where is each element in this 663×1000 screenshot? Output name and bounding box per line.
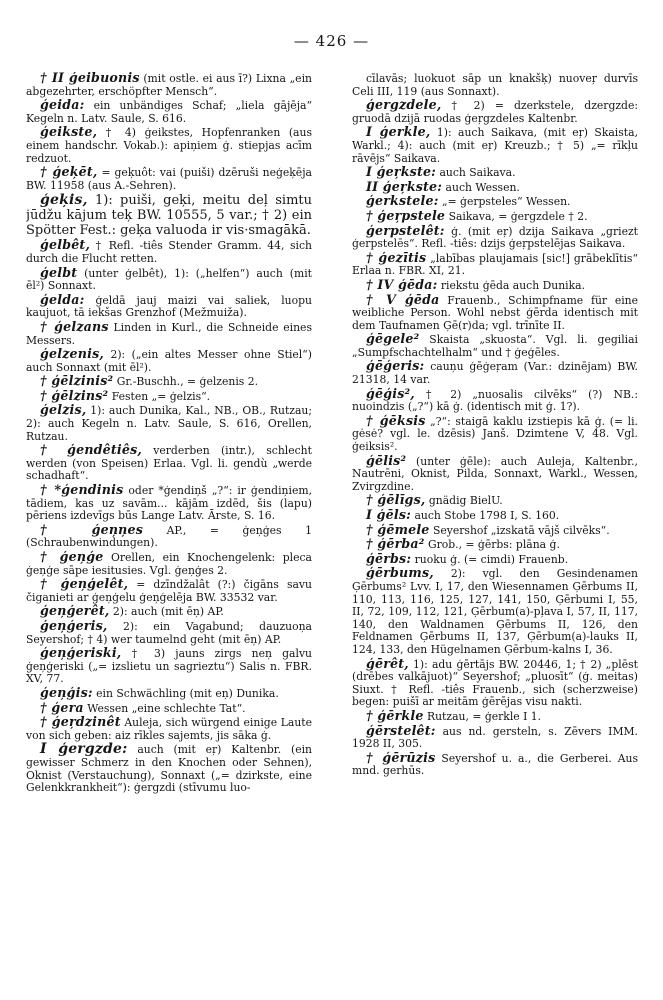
- entry-headword: ģerkstele:: [366, 193, 439, 209]
- dictionary-entry: [26, 126, 312, 165]
- entry-text: † 2) = dzerkstele, dzergzde: gruodā dzijā ruodas ģeŗgzdeles Kaltenbr.: [352, 99, 638, 125]
- entry-text: = geķuôt: vai (puiši) dzēruši neģeķēja BW. 11958 (aus A.-Sehren).: [26, 166, 312, 192]
- right-column: [352, 72, 638, 992]
- entry-headword: † ģeŗpstele: [366, 207, 446, 223]
- entry-text: Orellen, ein Knochengelenk: pleca ģeņģe sāpe iesitusies. Vgl. ģeņģes 2.: [26, 551, 312, 577]
- entry-headword: I ģergzde:: [40, 741, 128, 758]
- entry-headword: † ģendêtiês,: [40, 442, 142, 458]
- entry-headword: ģeņģeris,: [40, 617, 108, 633]
- entry-text: † 4) ģeikstes, Hopfenranken (aus einem handschr. Vokab.): apiņiem ģ. stiepjas acīm redzuot.: [26, 126, 312, 165]
- dictionary-entry: [26, 647, 312, 686]
- dictionary-entry: [352, 722, 638, 751]
- entry-headword: ģērbums,: [366, 565, 434, 581]
- entry-headword: † V ģēda: [366, 291, 440, 307]
- entry-headword: ģeikste,: [40, 124, 98, 140]
- entry-headword: II ģeŗkste:: [366, 178, 443, 194]
- dictionary-entry: [352, 333, 638, 359]
- entry-text: (unter ģēle): auch Auleja, Kaltenbr., Nautrēni, Oknist, Pilda, Sonnaxt, Warkl., Wessen, Zvirgzdine.: [352, 454, 638, 493]
- entry-headword: † ģelzans: [40, 318, 109, 334]
- entry-headword: † II ģeibuonis: [40, 72, 140, 85]
- dictionary-entry: [26, 699, 312, 716]
- entry-text: Seyershof u. a., die Gerberei. Aus mnd. gerhūs.: [352, 751, 638, 778]
- dictionary-entry: [352, 249, 638, 278]
- dictionary-entry: [352, 291, 638, 333]
- entry-headword: ģerpstelêt:: [366, 222, 445, 238]
- entry-text: ruoku ģ. (= cimdi) Frauenb.: [411, 552, 569, 566]
- entry-text: Skaista „skuosta“. Vgl. li. gegiliai „Sumpfschachtelhalm“ und † ģeģēles.: [352, 333, 638, 359]
- entry-headword: ģelzenis,: [40, 346, 104, 362]
- entry-text: 2): („ein altes Messer ohne Stiel“) auch Sonnaxt (mit ēl²).: [26, 348, 312, 374]
- dictionary-entry: [26, 318, 312, 347]
- dictionary-entry: [26, 348, 312, 374]
- entry-text: 2): auch (mit ēņ) AP.: [109, 605, 224, 619]
- entry-text: ģeldā jauj maizi vai saliek, luopu kaujuot, tā iekšas Grenzhof (Mežmuiža).: [26, 293, 312, 320]
- dictionary-entry: [26, 99, 312, 125]
- entry-headword: ģelbêt,: [40, 237, 91, 253]
- entry-text: 2): vgl. den Gesindenamen Ģērbums² Lvv. I, 17, den Wiesennamen Ģērbums II, 110, 113, 116, 125, 127, 141, 150, Ģērbumi I, 55, II, 72, 109, 112, 121, Ģērbum(a)-pļava I, 57, II, 117, 140, den Waldnamen Ģērbums II, 126, den Feldnamen Ģērbums II, 137, Ģērbum(a)-lauks II, 124, 133, den Hügelnamen Ģērbum-kalns I, 36.: [352, 567, 638, 656]
- entry-headword: ģērbs:: [366, 550, 412, 566]
- dictionary-entry: [352, 550, 638, 567]
- entry-headword: ģērêt,: [366, 655, 409, 671]
- dictionary-entry: [26, 578, 312, 604]
- dictionary-entry: [352, 178, 638, 195]
- entry-text: riekstu ģēda auch Dunika.: [437, 278, 586, 292]
- entry-headword: † ģērūzis: [366, 749, 436, 765]
- entry-text: ģ. (mit eŗ) dzija Saikava „griezt ģerpstelēs“. Refl. -tiês: dzijs ģeŗpstelējas Saikava.: [352, 224, 638, 251]
- entry-text: auch (mit eŗ) Kaltenbr. (ein gewisser Schmerz in den Knochen oder Sehnen), Oknist (Verstauchung), Sonnaxt („= dzirkste, eine Gelenkkrankheit“): ģergzdi (stīvumu luo-: [26, 743, 312, 795]
- dictionary-entry: [26, 72, 312, 98]
- dictionary-entry: [352, 509, 638, 523]
- entry-headword: † ģeŗdzinêt: [40, 714, 121, 730]
- entry-headword: † ģeņņes: [40, 521, 144, 537]
- dictionary-entry: [26, 743, 312, 794]
- entry-headword: † ģeņģelêt,: [40, 576, 129, 592]
- entry-text: oder *ģendiņš „?“: ir ģendiņiem, tādiem, kas uz savām... kājām izdēd, šis (lapu) pēriens izdevīgs būs Lange Latv. Ārste, S. 16.: [26, 484, 312, 523]
- dictionary-entry: [352, 195, 638, 209]
- entry-text: Wessen „eine schlechte Tat“.: [83, 701, 246, 715]
- entry-headword: I ģerkle,: [366, 124, 431, 140]
- entry-text: cīlavās; luokuot sāp un knakšķ) nuoveŗ durvīs Celi III, 119 (aus Sonnaxt).: [352, 72, 638, 98]
- left-column: [26, 72, 312, 992]
- dictionary-entry: [352, 360, 638, 386]
- dictionary-entry: [352, 655, 638, 709]
- entry-headword: † ģeķēt,: [40, 164, 98, 180]
- entry-text: Rutzau, = ģerkle I 1.: [423, 709, 542, 723]
- entry-headword: ģergzdele,: [366, 97, 442, 113]
- dictionary-entry: [352, 222, 638, 251]
- entry-text: aus nd. gersteln, s. Zēvers IMM. 1928 II, 305.: [352, 724, 638, 751]
- entry-headword: † IV ģēda:: [366, 276, 438, 292]
- entry-text: auch Stobe 1798 I, S. 160.: [411, 509, 560, 522]
- dictionary-entry: [26, 239, 312, 265]
- dictionary-entry: [352, 538, 638, 552]
- dictionary-entry: [26, 193, 312, 238]
- entry-headword: I ģeŗkste:: [366, 164, 437, 180]
- dictionary-entry: [26, 684, 312, 701]
- entry-headword: † ģezītis: [366, 249, 427, 265]
- entry-text: Festen „= ģelzis“.: [108, 389, 211, 403]
- dictionary-entry: [352, 166, 638, 180]
- dictionary-entry: [26, 375, 312, 389]
- dictionary-entry: [26, 716, 312, 742]
- entry-text: Auleja, sich würgend einige Laute von sich geben: aiz rīkles sajemts, jis sāka ģ.: [26, 716, 312, 742]
- entry-text: ein unbändiges Schaf; „liela gājēja“ Kegeln n. Latv. Saule, S. 616.: [26, 99, 312, 125]
- entry-headword: † ģēlīgs,: [366, 492, 426, 508]
- entry-headword: ģēlis²: [366, 452, 407, 468]
- entry-headword: ģērstelêt:: [366, 722, 436, 738]
- dictionary-entry: [26, 264, 312, 293]
- dictionary-entry: [26, 387, 312, 404]
- entry-headword: ģēgele²: [366, 331, 420, 347]
- entry-headword: ģeida:: [40, 97, 85, 113]
- entry-text: 1): adu ģērtājs BW. 20446, 1; † 2) „plēst (drēbes valkājuot)“ Seyershof; „pluosīt“ (ģ. meitas) Siuxt. † Refl. -tiês Frauenb., sich (scherzweise) begen: puišī ar meitām ģērējas visu nakti.: [352, 657, 638, 709]
- dictionary-entry: [352, 385, 638, 414]
- dictionary-entry: [352, 521, 638, 538]
- dictionary-entry: [352, 412, 638, 454]
- entry-headword: † ģēlzins²: [40, 387, 109, 403]
- entry-text: AP., = ģeņģes 1 (Schraubenwindungen).: [26, 523, 312, 550]
- entry-text: verderben (intr.), schlecht werden (von Speisen) Erlaa. Vgl. li. gendù „werde schadhaft“.: [26, 444, 312, 483]
- entry-headword: † ģērkle: [366, 707, 424, 723]
- entry-headword: ģeņģeriski,: [40, 645, 122, 661]
- entry-headword: ģeķis,: [40, 192, 88, 209]
- entry-headword: † ģeņģe: [40, 549, 104, 564]
- dictionary-entry: [352, 707, 638, 724]
- entry-text: 1): auch Saikava, (mit eŗ) Skaista, Warkl.; 4): auch (mit eŗ) Kreuzb.; † 5) „= rīkļu rāvējs“ Saikava.: [352, 126, 638, 165]
- dictionary-entry: [26, 551, 312, 577]
- entry-text: Gr.-Buschh., = ģelzenis 2.: [113, 375, 259, 389]
- dictionary-entry: [352, 72, 638, 98]
- entry-text: Linden in Kurl., die Schneide eines Messers.: [26, 320, 312, 347]
- dictionary-entry: [352, 567, 638, 656]
- dictionary-entry: [26, 291, 312, 320]
- entry-text: Saikava, = ģergzdele † 2.: [445, 209, 588, 223]
- entry-headword: † ģēmele: [366, 521, 430, 537]
- entry-text: gnädig BielU.: [425, 494, 503, 508]
- dictionary-entry: [352, 207, 638, 224]
- dictionary-entry: [26, 605, 312, 619]
- entry-text: ein Schwächling (mit eņ) Dunika.: [92, 686, 279, 700]
- dictionary-entry: [26, 617, 312, 646]
- entry-text: (mit ostle. ei aus ī?) Lixna „ein abgezehrter, erschöpfter Mensch“.: [26, 72, 312, 98]
- entry-text: auch Wessen.: [442, 180, 520, 194]
- entry-text: Seyershof „izskatā vājš cilvēks“.: [429, 523, 610, 537]
- entry-headword: † ģērba²: [366, 536, 425, 552]
- dictionary-entry: [352, 276, 638, 293]
- entry-text: (unter ģelbêt), 1): („helfen“) auch (mit ēl²) Sonnaxt.: [26, 266, 312, 293]
- entry-headword: † ģēlzinis²: [40, 373, 114, 389]
- entry-headword: † *ģendinis: [40, 482, 124, 498]
- dictionary-entry: [352, 452, 638, 494]
- dictionary-entry: [26, 521, 312, 550]
- entry-text: Grob., = ģērbs: plāna ģ.: [424, 538, 560, 552]
- entry-text: Frauenb., Schimpfname für eine weibliche Person. Wohl nebst ģērda identisch mit dem Taufnamen Ģē(r)da; vgl. trīnīte II.: [352, 293, 638, 332]
- entry-text: 1): auch Dunika, Kal., NB., OB., Rutzau; 2): auch Kegeln n. Latv. Saule, S. 616, Orellen, Rutzau.: [26, 404, 312, 443]
- dictionary-entry: [26, 444, 312, 483]
- entry-headword: ģeņģerêt,: [40, 603, 110, 619]
- dictionary-entry: [352, 749, 638, 778]
- dictionary-entry: [26, 166, 312, 192]
- entry-text: 2): ein Vagabund; dauzuoņa Seyershof; † 4) wer taumelnd geht (mit ēņ) AP.: [26, 619, 312, 646]
- entry-text: † 3) jauns zirgs neņ galvu ģeņģeriski („= izslietu un sagrieztu“) Salis n. FBR. XV, 77.: [26, 647, 312, 686]
- entry-text: † Refl. -tiês Stender Gramm. 44, sich durch die Flucht retten.: [26, 239, 312, 265]
- entry-text: 1): puiši, geķi, meitu deļ simtu jūdžu kājum teķ BW. 10555, 5 var.; † 2) ein Spötter Fest.: geķa valuoda ir vis·smagākā.: [26, 193, 312, 239]
- entry-headword: † ģēksis: [366, 412, 426, 428]
- entry-text: = dzīndžalât (?:) čigāns savu čiganieti ar ģeņģelu ģeņģelēja BW. 33532 var.: [26, 578, 312, 604]
- entry-headword: ģeņģis:: [40, 684, 93, 700]
- entry-text: † 2) „nuosalis cilvēks“ (?) NB.: nuoindzis („?“) kā ģ. (identisch mit ģ. 1?).: [352, 387, 638, 414]
- dictionary-entry: [26, 484, 312, 523]
- entry-headword: ģelbt: [40, 264, 78, 280]
- entry-headword: I ģēls:: [366, 507, 412, 522]
- dictionary-entry: [352, 126, 638, 165]
- entry-text: cauņu ģēģeŗam (Var.: dzinējam) BW. 21318, 14 var.: [352, 360, 638, 387]
- entry-headword: ģelzis,: [40, 402, 87, 418]
- entry-text: auch Saikava.: [436, 166, 516, 180]
- entry-headword: ģēģis²,: [366, 385, 415, 401]
- entry-text: „labības plaujamais [sic!] grābeklītis“ Erlaa n. FBR. XI, 21.: [352, 251, 638, 278]
- entry-headword: ģēģeris:: [366, 358, 425, 374]
- dictionary-entry: [352, 99, 638, 125]
- entry-headword: † ģera: [40, 699, 84, 715]
- entry-headword: ģelda:: [40, 291, 85, 307]
- page-number: — 426 —: [293, 32, 370, 50]
- dictionary-entry: [352, 494, 638, 508]
- entry-text: „= ģerpsteles“ Wessen.: [438, 195, 571, 209]
- entry-text: „?“: staigā kaklu izstiepis kā ģ. (= li. gėsė? vgl. le. dzēsis) Janš. Dzimtene V, 48. Vgl. ģeiksis².: [352, 414, 638, 454]
- dictionary-entry: [26, 404, 312, 443]
